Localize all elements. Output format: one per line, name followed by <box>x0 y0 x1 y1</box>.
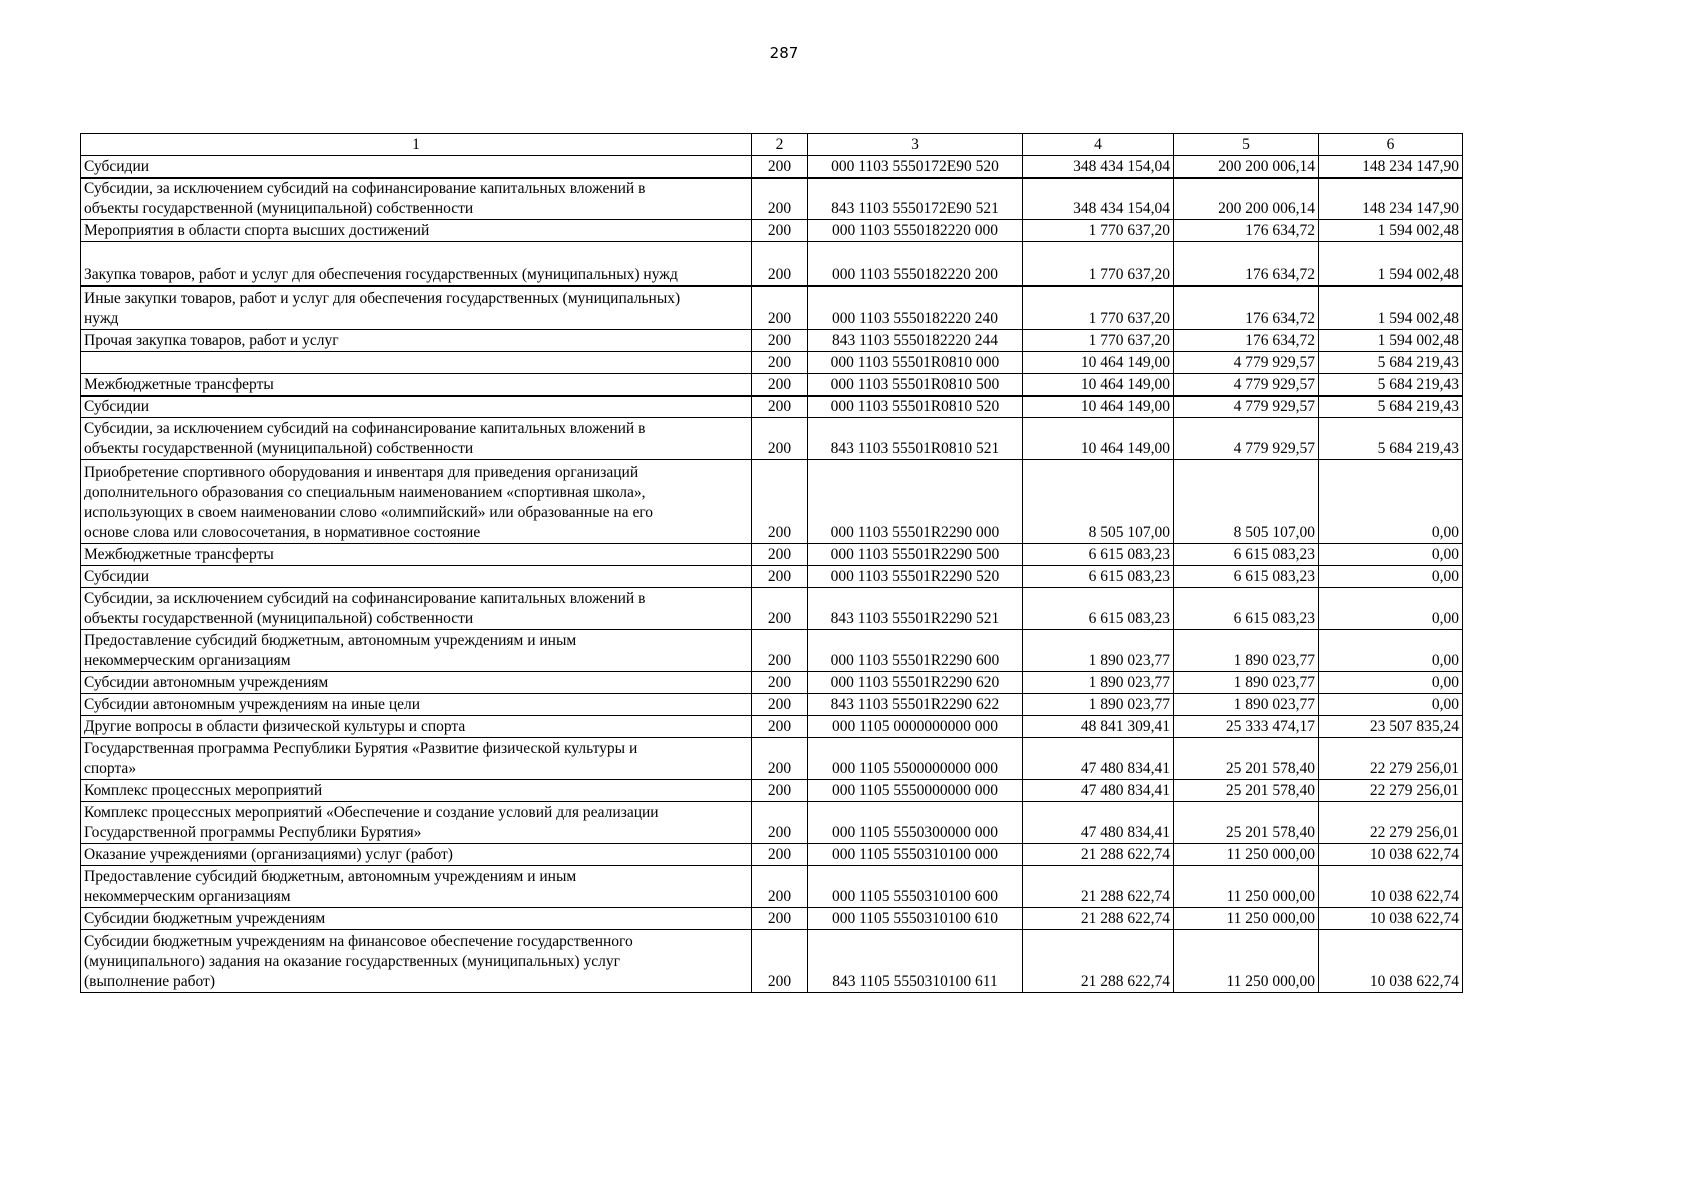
table-row <box>81 156 1463 178</box>
approved-amount: 1 890 023,77 <box>1023 694 1174 716</box>
budget-classification-code: 000 1105 5500000000 000 <box>808 738 1023 780</box>
admin-code: 200 <box>752 866 808 908</box>
unexecuted-amount: 10 038 622,74 <box>1319 930 1463 993</box>
admin-code: 200 <box>752 630 808 672</box>
column-number-3: 3 <box>808 134 1023 156</box>
unexecuted-amount: 0,00 <box>1319 672 1463 694</box>
table-body <box>81 156 1463 993</box>
row-name: Субсидии <box>81 396 752 418</box>
executed-amount: 11 250 000,00 <box>1174 908 1319 930</box>
admin-code: 200 <box>752 780 808 802</box>
unexecuted-amount: 0,00 <box>1319 588 1463 630</box>
unexecuted-amount: 1 594 002,48 <box>1319 286 1463 330</box>
unexecuted-amount: 1 594 002,48 <box>1319 220 1463 242</box>
admin-code: 200 <box>752 802 808 844</box>
unexecuted-amount: 22 279 256,01 <box>1319 802 1463 844</box>
budget-classification-code: 843 1103 5550182220 244 <box>808 330 1023 352</box>
table-row <box>81 844 1463 866</box>
approved-amount: 1 890 023,77 <box>1023 672 1174 694</box>
admin-code: 200 <box>752 930 808 993</box>
executed-amount: 6 615 083,23 <box>1174 566 1319 588</box>
executed-amount: 176 634,72 <box>1174 242 1319 286</box>
unexecuted-amount: 10 038 622,74 <box>1319 866 1463 908</box>
budget-classification-code: 843 1105 5550310100 611 <box>808 930 1023 993</box>
column-number-2: 2 <box>752 134 808 156</box>
approved-amount: 6 615 083,23 <box>1023 566 1174 588</box>
executed-amount: 6 615 083,23 <box>1174 588 1319 630</box>
row-name: Мероприятия в области спорта высших достижений <box>81 220 752 242</box>
admin-code: 200 <box>752 844 808 866</box>
executed-amount: 176 634,72 <box>1174 286 1319 330</box>
admin-code: 200 <box>752 908 808 930</box>
unexecuted-amount: 0,00 <box>1319 694 1463 716</box>
unexecuted-amount: 10 038 622,74 <box>1319 908 1463 930</box>
row-name: Оказание учреждениями (организациями) услуг (работ) <box>81 844 752 866</box>
budget-classification-code: 000 1105 5550300000 000 <box>808 802 1023 844</box>
admin-code: 200 <box>752 352 808 374</box>
budget-classification-code: 000 1103 5550172E90 520 <box>808 156 1023 178</box>
table-row <box>81 544 1463 566</box>
row-name: Субсидии бюджетным учреждениям на финансовое обеспечение государственного (муниципального) задания на оказание государственных (муниципальных) услуг (выполнение работ) <box>81 930 752 993</box>
executed-amount: 1 890 023,77 <box>1174 630 1319 672</box>
budget-classification-code: 843 1103 55501R2290 622 <box>808 694 1023 716</box>
approved-amount: 1 770 637,20 <box>1023 330 1174 352</box>
column-number-1: 1 <box>81 134 752 156</box>
executed-amount: 4 779 929,57 <box>1174 352 1319 374</box>
budget-classification-code: 843 1103 55501R2290 521 <box>808 588 1023 630</box>
admin-code: 200 <box>752 738 808 780</box>
budget-classification-code: 000 1103 55501R2290 600 <box>808 630 1023 672</box>
budget-classification-code: 000 1103 5550182220 240 <box>808 286 1023 330</box>
budget-classification-code: 000 1105 5550310100 610 <box>808 908 1023 930</box>
row-name: Субсидии автономным учреждениям на иные цели <box>81 694 752 716</box>
executed-amount: 200 200 006,14 <box>1174 178 1319 220</box>
row-name: Субсидии <box>81 566 752 588</box>
executed-amount: 11 250 000,00 <box>1174 930 1319 993</box>
approved-amount: 8 505 107,00 <box>1023 460 1174 544</box>
executed-amount: 8 505 107,00 <box>1174 460 1319 544</box>
unexecuted-amount: 5 684 219,43 <box>1319 396 1463 418</box>
unexecuted-amount: 0,00 <box>1319 460 1463 544</box>
approved-amount: 10 464 149,00 <box>1023 352 1174 374</box>
row-name: Субсидии, за исключением субсидий на софинансирование капитальных вложений в объекты государственной (муниципальной) собственности <box>81 178 752 220</box>
table-row <box>81 716 1463 738</box>
budget-classification-code: 000 1103 5550182220 200 <box>808 242 1023 286</box>
executed-amount: 11 250 000,00 <box>1174 844 1319 866</box>
budget-classification-code: 000 1103 55501R2290 500 <box>808 544 1023 566</box>
unexecuted-amount: 0,00 <box>1319 566 1463 588</box>
unexecuted-amount: 148 234 147,90 <box>1319 178 1463 220</box>
budget-classification-code: 000 1103 55501R2290 520 <box>808 566 1023 588</box>
row-name: Закупка товаров, работ и услуг для обеспечения государственных (муниципальных) нужд <box>81 242 752 286</box>
unexecuted-amount: 148 234 147,90 <box>1319 156 1463 178</box>
row-name: Субсидии автономным учреждениям <box>81 672 752 694</box>
row-name: Субсидии <box>81 156 752 178</box>
row-name: Приобретение спортивного оборудования и инвентаря для приведения организаций дополнительного образования со специальным наименованием «спортивная школа», использующих в своем наименовании слово «олимпийский» или образованные на его основе слова или словосочетания, в нормативное состояние <box>81 460 752 544</box>
approved-amount: 348 434 154,04 <box>1023 156 1174 178</box>
admin-code: 200 <box>752 566 808 588</box>
budget-classification-code: 000 1105 0000000000 000 <box>808 716 1023 738</box>
row-name: Государственная программа Республики Бурятия «Развитие физической культуры и спорта» <box>81 738 752 780</box>
unexecuted-amount: 10 038 622,74 <box>1319 844 1463 866</box>
column-number-row <box>81 134 1463 156</box>
column-number-4: 4 <box>1023 134 1174 156</box>
row-name: Субсидии бюджетным учреждениям <box>81 908 752 930</box>
row-name: Межбюджетные трансферты <box>81 374 752 396</box>
budget-classification-code: 000 1103 55501R2290 000 <box>808 460 1023 544</box>
row-name: Межбюджетные трансферты <box>81 544 752 566</box>
unexecuted-amount: 22 279 256,01 <box>1319 780 1463 802</box>
admin-code: 200 <box>752 694 808 716</box>
budget-classification-code: 000 1103 5550182220 000 <box>808 220 1023 242</box>
unexecuted-amount: 5 684 219,43 <box>1319 352 1463 374</box>
approved-amount: 1 770 637,20 <box>1023 220 1174 242</box>
executed-amount: 25 333 474,17 <box>1174 716 1319 738</box>
table-row <box>81 330 1463 352</box>
column-number-5: 5 <box>1174 134 1319 156</box>
admin-code: 200 <box>752 374 808 396</box>
executed-amount: 4 779 929,57 <box>1174 396 1319 418</box>
admin-code: 200 <box>752 396 808 418</box>
approved-amount: 21 288 622,74 <box>1023 930 1174 993</box>
table-row <box>81 286 1463 330</box>
table-row <box>81 866 1463 908</box>
admin-code: 200 <box>752 672 808 694</box>
unexecuted-amount: 1 594 002,48 <box>1319 330 1463 352</box>
admin-code: 200 <box>752 418 808 460</box>
page-number: 287 <box>769 44 799 62</box>
unexecuted-amount: 1 594 002,48 <box>1319 242 1463 286</box>
approved-amount: 10 464 149,00 <box>1023 396 1174 418</box>
admin-code: 200 <box>752 178 808 220</box>
approved-amount: 21 288 622,74 <box>1023 866 1174 908</box>
approved-amount: 1 890 023,77 <box>1023 630 1174 672</box>
table-row <box>81 738 1463 780</box>
executed-amount: 176 634,72 <box>1174 330 1319 352</box>
table-row <box>81 694 1463 716</box>
executed-amount: 25 201 578,40 <box>1174 780 1319 802</box>
table-row <box>81 566 1463 588</box>
executed-amount: 11 250 000,00 <box>1174 866 1319 908</box>
executed-amount: 25 201 578,40 <box>1174 738 1319 780</box>
budget-execution-table <box>80 133 1463 993</box>
table-row <box>81 630 1463 672</box>
executed-amount: 25 201 578,40 <box>1174 802 1319 844</box>
row-name: Субсидии, за исключением субсидий на софинансирование капитальных вложений в объекты государственной (муниципальной) собственности <box>81 588 752 630</box>
row-name: Субсидии, за исключением субсидий на софинансирование капитальных вложений в объекты государственной (муниципальной) собственности <box>81 418 752 460</box>
approved-amount: 348 434 154,04 <box>1023 178 1174 220</box>
executed-amount: 1 890 023,77 <box>1174 694 1319 716</box>
table-row <box>81 672 1463 694</box>
approved-amount: 1 770 637,20 <box>1023 286 1174 330</box>
table-row <box>81 242 1463 286</box>
unexecuted-amount: 23 507 835,24 <box>1319 716 1463 738</box>
budget-classification-code: 843 1103 5550172E90 521 <box>808 178 1023 220</box>
admin-code: 200 <box>752 716 808 738</box>
approved-amount: 6 615 083,23 <box>1023 544 1174 566</box>
row-name <box>81 352 752 374</box>
admin-code: 200 <box>752 460 808 544</box>
unexecuted-amount: 0,00 <box>1319 544 1463 566</box>
row-name: Предоставление субсидий бюджетным, автономным учреждениям и иным некоммерческим организациям <box>81 630 752 672</box>
table-row <box>81 396 1463 418</box>
executed-amount: 4 779 929,57 <box>1174 418 1319 460</box>
row-name: Предоставление субсидий бюджетным, автономным учреждениям и иным некоммерческим организациям <box>81 866 752 908</box>
executed-amount: 4 779 929,57 <box>1174 374 1319 396</box>
table-row <box>81 908 1463 930</box>
table-row <box>81 930 1463 993</box>
table-row <box>81 588 1463 630</box>
approved-amount: 21 288 622,74 <box>1023 908 1174 930</box>
unexecuted-amount: 0,00 <box>1319 630 1463 672</box>
admin-code: 200 <box>752 544 808 566</box>
admin-code: 200 <box>752 588 808 630</box>
executed-amount: 176 634,72 <box>1174 220 1319 242</box>
approved-amount: 1 770 637,20 <box>1023 242 1174 286</box>
budget-classification-code: 000 1103 55501R0810 000 <box>808 352 1023 374</box>
budget-classification-code: 000 1103 55501R0810 520 <box>808 396 1023 418</box>
unexecuted-amount: 22 279 256,01 <box>1319 738 1463 780</box>
unexecuted-amount: 5 684 219,43 <box>1319 418 1463 460</box>
approved-amount: 10 464 149,00 <box>1023 374 1174 396</box>
admin-code: 200 <box>752 156 808 178</box>
budget-classification-code: 000 1105 5550310100 000 <box>808 844 1023 866</box>
row-name: Комплекс процессных мероприятий «Обеспечение и создание условий для реализации Государственной программы Республики Бурятия» <box>81 802 752 844</box>
admin-code: 200 <box>752 220 808 242</box>
admin-code: 200 <box>752 286 808 330</box>
table-row <box>81 780 1463 802</box>
approved-amount: 47 480 834,41 <box>1023 802 1174 844</box>
approved-amount: 10 464 149,00 <box>1023 418 1174 460</box>
approved-amount: 47 480 834,41 <box>1023 780 1174 802</box>
table-row <box>81 352 1463 374</box>
table-row <box>81 418 1463 460</box>
row-name: Другие вопросы в области физической культуры и спорта <box>81 716 752 738</box>
approved-amount: 47 480 834,41 <box>1023 738 1174 780</box>
approved-amount: 21 288 622,74 <box>1023 844 1174 866</box>
unexecuted-amount: 5 684 219,43 <box>1319 374 1463 396</box>
approved-amount: 48 841 309,41 <box>1023 716 1174 738</box>
budget-classification-code: 000 1103 55501R2290 620 <box>808 672 1023 694</box>
executed-amount: 200 200 006,14 <box>1174 156 1319 178</box>
executed-amount: 1 890 023,77 <box>1174 672 1319 694</box>
table-row <box>81 178 1463 220</box>
table-row <box>81 220 1463 242</box>
table-row <box>81 802 1463 844</box>
row-name: Комплекс процессных мероприятий <box>81 780 752 802</box>
executed-amount: 6 615 083,23 <box>1174 544 1319 566</box>
budget-classification-code: 000 1105 5550000000 000 <box>808 780 1023 802</box>
row-name: Иные закупки товаров, работ и услуг для обеспечения государственных (муниципальных) нужд <box>81 286 752 330</box>
admin-code: 200 <box>752 330 808 352</box>
budget-classification-code: 843 1103 55501R0810 521 <box>808 418 1023 460</box>
admin-code: 200 <box>752 242 808 286</box>
table-row <box>81 374 1463 396</box>
row-name: Прочая закупка товаров, работ и услуг <box>81 330 752 352</box>
column-number-6: 6 <box>1319 134 1463 156</box>
approved-amount: 6 615 083,23 <box>1023 588 1174 630</box>
budget-classification-code: 000 1103 55501R0810 500 <box>808 374 1023 396</box>
budget-classification-code: 000 1105 5550310100 600 <box>808 866 1023 908</box>
table-row <box>81 460 1463 544</box>
